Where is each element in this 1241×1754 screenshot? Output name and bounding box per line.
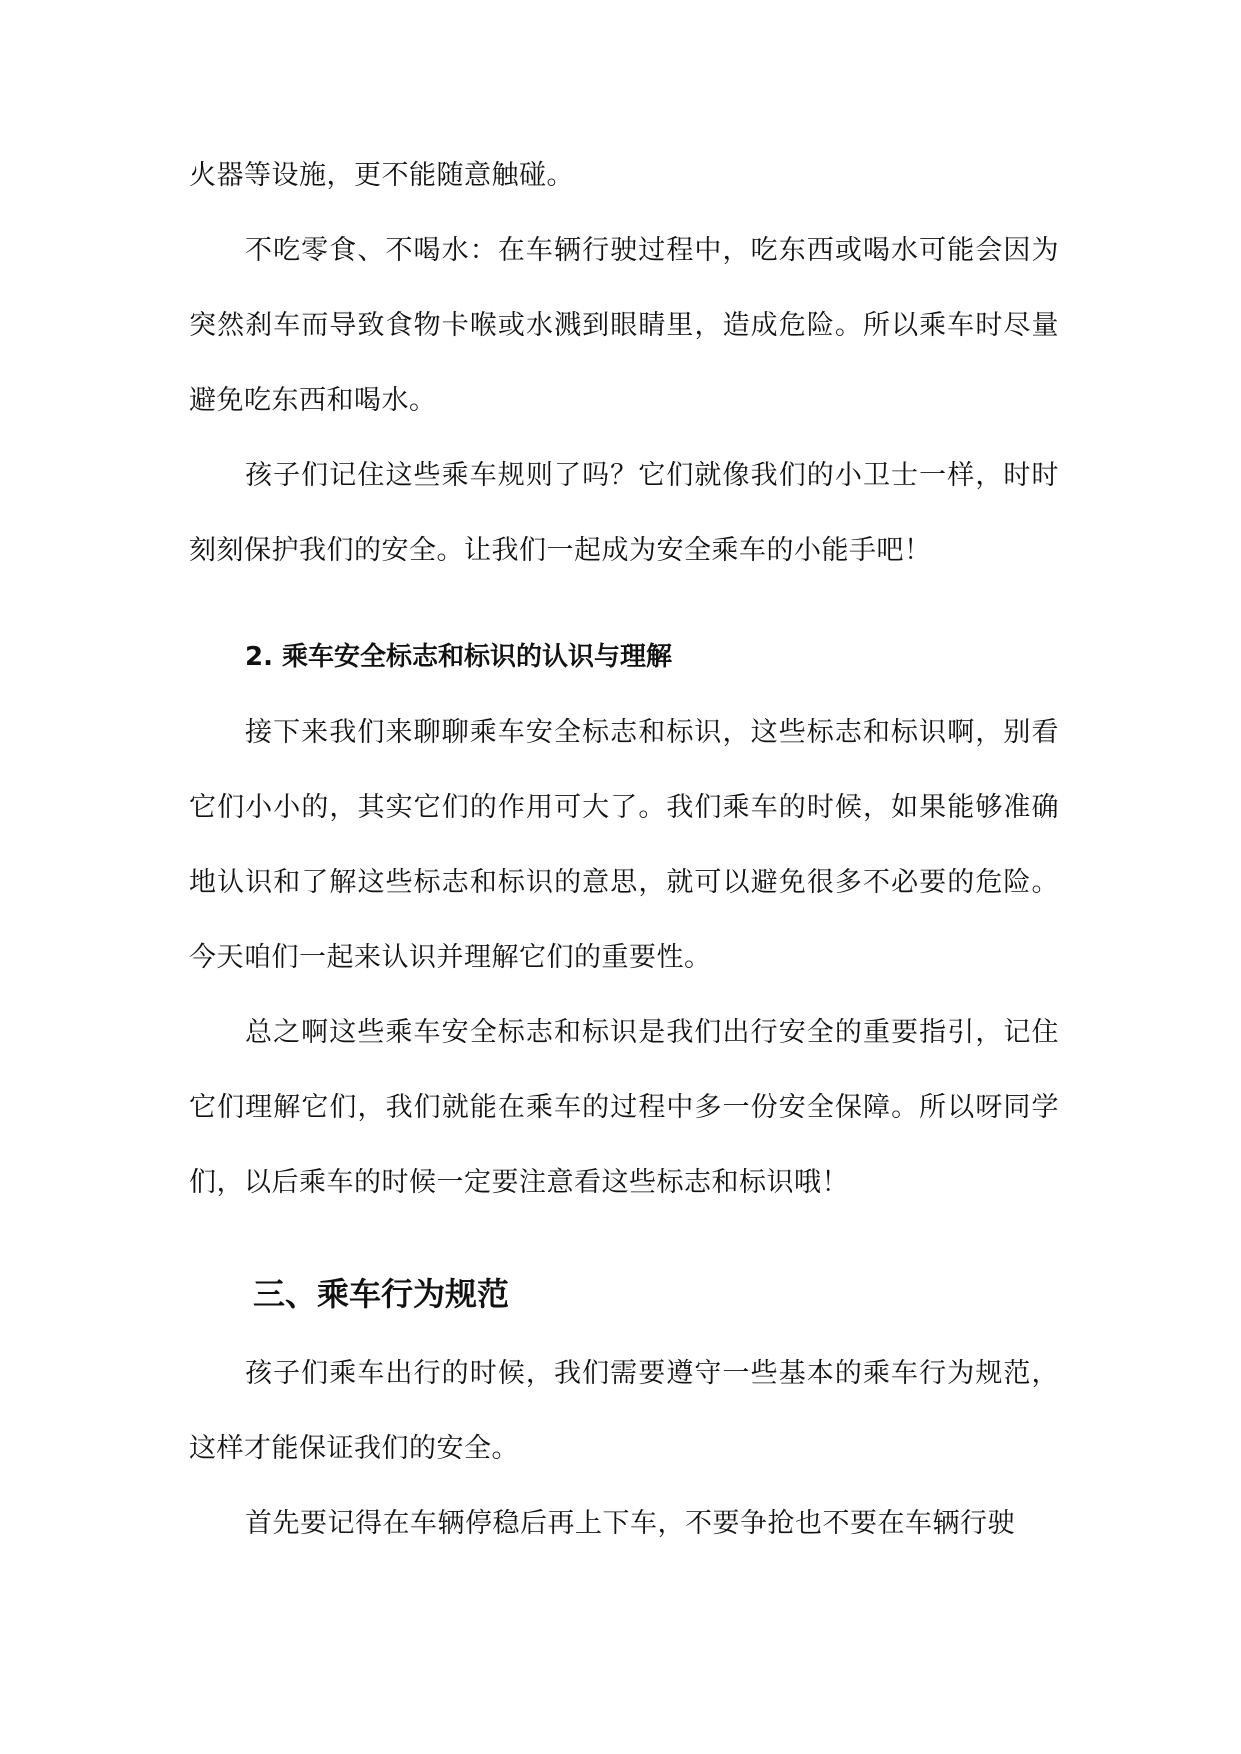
paragraph-no-eating: 不吃零食、不喝水：在车辆行驶过程中，吃东西或喝水可能会因为突然刹车而导致食物卡喉或水溅到眼睛里，造成危险。所以乘车时尽量避免吃东西和喝水。 [189,235,1059,416]
subsection-heading-safety-signs: 2. 乘车安全标志和标识的认识与理解 [245,642,673,672]
paragraph-behavior-intro: 孩子们乘车出行的时候，我们需要遵守一些基本的乘车行为规范，这样才能保证我们的安全。 [189,1358,1059,1464]
paragraph-boarding-rule: 首先要记得在车辆停稳后再上下车，不要争抢也不要在车辆行驶 [245,1508,1015,1539]
paragraph-rules-summary: 孩子们记住这些乘车规则了吗？它们就像我们的小卫士一样，时时刻刻保护我们的安全。让我们一起成为安全乘车的小能手吧！ [189,460,1059,566]
paragraph-signs-intro: 接下来我们来聊聊乘车安全标志和标识，这些标志和标识啊，别看它们小小的，其实它们的作用可大了。我们乘车的时候，如果能够准确地认识和了解这些标志和标识的意思，就可以避免很多不必要的危险。今天咱们一起来认识并理解它们的重要性。 [189,717,1059,973]
document-body [189,138,1059,1561]
paragraph-signs-summary: 总之啊这些乘车安全标志和标识是我们出行安全的重要指引，记住它们理解它们，我们就能在乘车的过程中多一份安全保障。所以呀同学们，以后乘车的时候一定要注意看这些标志和标识哦！ [189,1017,1059,1198]
paragraph-continuation: 火器等设施，更不能随意触碰。 [189,160,574,191]
section-heading-behavior-norms: 三、乘车行为规范 [253,1275,510,1313]
